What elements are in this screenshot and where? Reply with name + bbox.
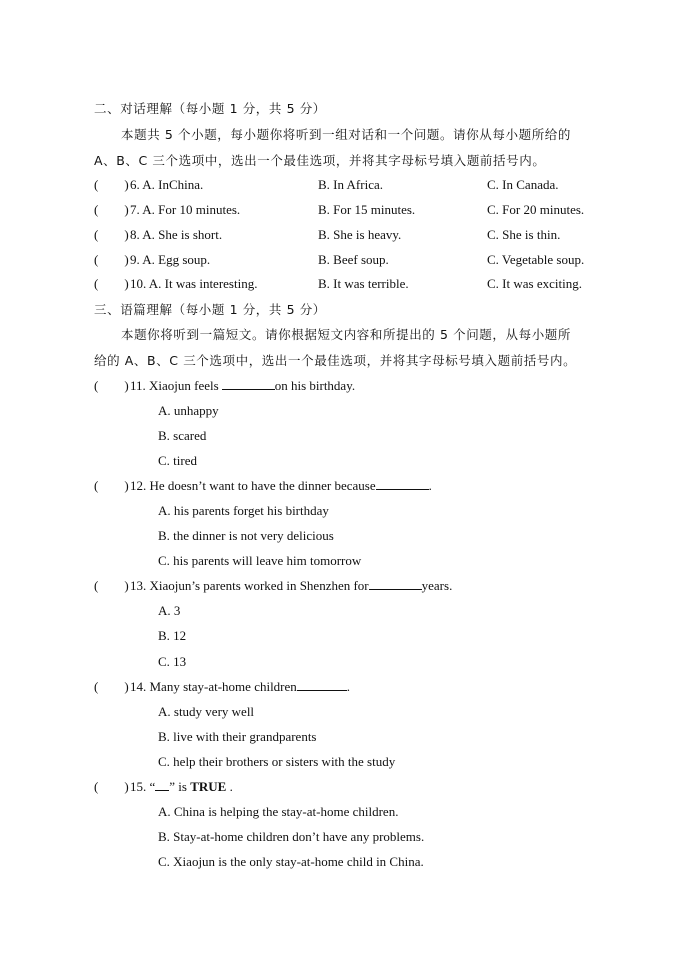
answer-bracket[interactable]: ( ) — [94, 378, 129, 393]
true-keyword: TRUE — [190, 779, 227, 794]
section3-instruction-line2: 给的 A、B、C 三个选项中，选出一个最佳选项，并将其字母标号填入题前括号内。 — [94, 353, 577, 368]
answer-blank — [155, 779, 169, 791]
stem-text: ” is — [169, 779, 187, 794]
stem-text: . — [229, 779, 233, 794]
question-15-option-b: B. Stay-at-home children don’t have any problems. — [158, 829, 425, 844]
question-8-option-b: B. She is heavy. — [318, 227, 402, 242]
question-7-option-c: C. For 20 minutes. — [487, 202, 585, 217]
question-14-option-b: B. live with their grandparents — [158, 729, 317, 744]
section2-heading: 二、对话理解（每小题 1 分，共 5 分） — [94, 101, 326, 116]
answer-bracket[interactable]: ( ) — [94, 478, 129, 493]
answer-bracket[interactable]: ( ) — [94, 578, 129, 593]
question-10-option-c: C. It was exciting. — [487, 276, 582, 291]
question-9-option-a: 9. A. Egg soup. — [130, 252, 211, 267]
question-6-option-b: B. In Africa. — [318, 177, 383, 192]
question-9-option-b: B. Beef soup. — [318, 252, 389, 267]
question-11-option-b: B. scared — [158, 428, 207, 443]
answer-bracket[interactable]: ( ) — [94, 779, 129, 794]
stem-text: 12. He doesn’t want to have the dinner because — [130, 478, 376, 493]
question-12-option-c: C. his parents will leave him tomorrow — [158, 553, 362, 568]
question-7-option-b: B. For 15 minutes. — [318, 202, 416, 217]
answer-bracket[interactable]: ( ) — [94, 276, 129, 291]
section3-heading: 三、语篇理解（每小题 1 分，共 5 分） — [94, 302, 326, 317]
answer-bracket[interactable]: ( ) — [94, 679, 129, 694]
section3-instruction-line1: 本题你将听到一篇短文。请你根据短文内容和所提出的 5 个问题，从每小题所 — [121, 327, 572, 342]
question-11-stem — [130, 377, 355, 395]
stem-text: on his birthday. — [274, 378, 356, 393]
section2-instruction-line2: A、B、C 三个选项中，选出一个最佳选项，并将其字母标号填入题前括号内。 — [94, 153, 546, 168]
section2-instruction-line1: 本题共 5 个小题，每小题你将听到一组对话和一个问题。请你从每小题所给的 — [121, 127, 572, 142]
answer-blank — [297, 679, 347, 691]
stem-text: 11. Xiaojun feels — [130, 378, 219, 393]
question-15-option-c: C. Xiaojun is the only stay-at-home child in China. — [158, 854, 424, 869]
question-8-option-a: 8. A. She is short. — [130, 227, 223, 242]
question-13-stem — [130, 577, 452, 595]
stem-text: 15. “ — [130, 779, 156, 794]
question-11-option-a: A. unhappy — [158, 403, 219, 418]
question-15-option-a: A. China is helping the stay-at-home children. — [158, 804, 399, 819]
question-10-option-a: 10. A. It was interesting. — [130, 276, 258, 291]
question-10-option-b: B. It was terrible. — [318, 276, 409, 291]
question-12-option-b: B. the dinner is not very delicious — [158, 528, 334, 543]
stem-text: years. — [421, 578, 453, 593]
question-12-option-a: A. his parents forget his birthday — [158, 503, 329, 518]
stem-text: 13. Xiaojun’s parents worked in Shenzhen for — [130, 578, 369, 593]
question-11-option-c: C. tired — [158, 453, 197, 468]
question-7-option-a: 7. A. For 10 minutes. — [130, 202, 241, 217]
question-12-stem — [130, 477, 432, 495]
question-13-option-a: A. 3 — [158, 603, 181, 618]
question-9-option-c: C. Vegetable soup. — [487, 252, 585, 267]
question-6-option-c: C. In Canada. — [487, 177, 559, 192]
answer-blank — [369, 578, 422, 590]
question-13-option-c: C. 13 — [158, 654, 187, 669]
question-15-stem — [130, 778, 233, 796]
question-14-option-a: A. study very well — [158, 704, 255, 719]
question-14-stem — [130, 678, 350, 696]
question-14-option-c: C. help their brothers or sisters with the study — [158, 754, 396, 769]
answer-blank — [222, 378, 275, 390]
answer-blank — [376, 478, 429, 490]
stem-text: . — [428, 478, 432, 493]
stem-text: 14. Many stay-at-home children — [130, 679, 297, 694]
question-6-option-a: 6. A. InChina. — [130, 177, 204, 192]
answer-bracket[interactable]: ( ) — [94, 202, 129, 217]
stem-text: . — [346, 679, 351, 694]
question-8-option-c: C. She is thin. — [487, 227, 561, 242]
answer-bracket[interactable]: ( ) — [94, 227, 129, 242]
answer-bracket[interactable]: ( ) — [94, 252, 129, 267]
answer-bracket[interactable]: ( ) — [94, 177, 129, 192]
question-13-option-b: B. 12 — [158, 628, 187, 643]
